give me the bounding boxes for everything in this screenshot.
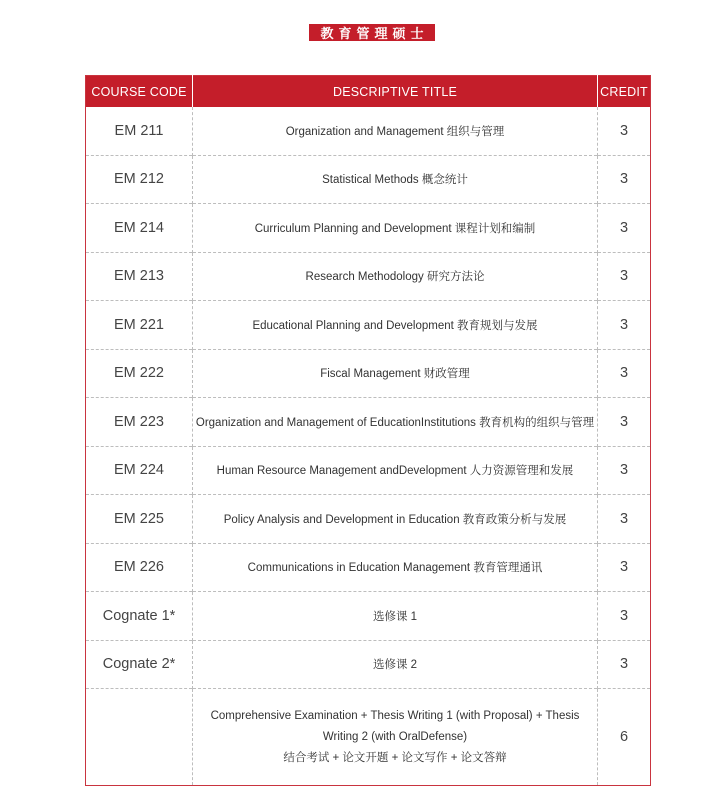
course-credit: 3 — [598, 349, 651, 398]
course-code: EM 225 — [86, 495, 193, 544]
course-title: Policy Analysis and Development in Education 教育政策分析与发展 — [193, 495, 598, 544]
course-title: Fiscal Management 财政管理 — [193, 349, 598, 398]
course-title: Research Methodology 研究方法论 — [193, 252, 598, 301]
course-credit: 3 — [598, 301, 651, 350]
course-title: Statistical Methods 概念统计 — [193, 155, 598, 204]
course-table — [85, 75, 651, 786]
course-title-line-3: 结合考试 + 论文开题 + 论文写作 + 论文答辩 — [283, 751, 507, 764]
table-row — [86, 592, 651, 641]
course-code: Cognate 1* — [86, 592, 193, 641]
page-title: 教育管理硕士 — [309, 24, 435, 41]
table-row — [86, 398, 651, 447]
header-course-code: COURSE CODE — [86, 76, 193, 108]
table-row — [86, 155, 651, 204]
course-title: Curriculum Planning and Development 课程计划和编制 — [193, 204, 598, 253]
course-credit: 3 — [598, 640, 651, 689]
course-title: Human Resource Management andDevelopment 人力资源管理和发展 — [193, 446, 598, 495]
course-credit: 3 — [598, 155, 651, 204]
course-credit: 3 — [598, 204, 651, 253]
table-row — [86, 252, 651, 301]
course-code: Cognate 2* — [86, 640, 193, 689]
course-title: Organization and Management 组织与管理 — [193, 107, 598, 155]
course-credit: 3 — [598, 495, 651, 544]
table-row — [86, 301, 651, 350]
course-code: EM 221 — [86, 301, 193, 350]
course-title: Organization and Management of EducationInstitutions 教育机构的组织与管理 — [193, 398, 598, 447]
course-code: EM 226 — [86, 543, 193, 592]
table-row — [86, 446, 651, 495]
course-credit: 3 — [598, 543, 651, 592]
header-descriptive-title: DESCRIPTIVE TITLE — [193, 76, 598, 108]
course-credit: 6 — [598, 689, 651, 786]
table-row — [86, 640, 651, 689]
table-row — [86, 495, 651, 544]
table-row-final — [86, 689, 651, 786]
table-row — [86, 107, 651, 155]
course-code: EM 212 — [86, 155, 193, 204]
course-code: EM 222 — [86, 349, 193, 398]
course-title: Communications in Education Management 教育管理通讯 — [193, 543, 598, 592]
course-code: EM 214 — [86, 204, 193, 253]
table-header-row — [86, 76, 651, 108]
course-code — [86, 689, 193, 786]
course-title — [193, 689, 598, 786]
course-code: EM 224 — [86, 446, 193, 495]
course-title: 选修课 2 — [193, 640, 598, 689]
course-title-line-2: Writing 2 (with OralDefense) — [322, 730, 468, 743]
course-code: EM 211 — [114, 122, 164, 139]
table-row — [86, 543, 651, 592]
course-credit: 3 — [598, 107, 651, 155]
table-row — [86, 349, 651, 398]
course-credit: 3 — [598, 592, 651, 641]
course-title: Educational Planning and Development 教育规划与发展 — [193, 301, 598, 350]
course-credit: 3 — [598, 446, 651, 495]
table-row — [86, 204, 651, 253]
course-title: 选修课 1 — [193, 592, 598, 641]
course-code: EM 223 — [86, 398, 193, 447]
course-credit: 3 — [598, 252, 651, 301]
course-title-line-1: Comprehensive Examination + Thesis Writing 1 (with Proposal) + Thesis — [210, 709, 580, 722]
course-code: EM 213 — [86, 252, 193, 301]
header-credit: CREDIT — [598, 76, 651, 108]
course-credit: 3 — [598, 398, 651, 447]
